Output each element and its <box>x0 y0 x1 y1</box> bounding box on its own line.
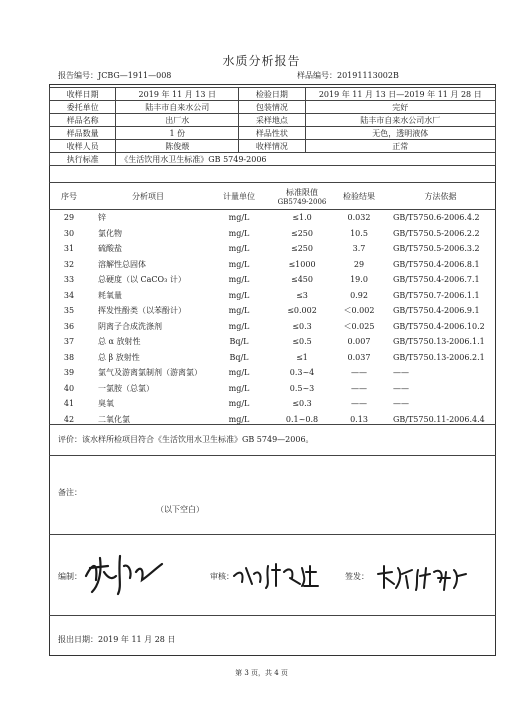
row-limit: 0.1~0.8 <box>285 414 319 424</box>
row-number: 40 <box>63 383 75 393</box>
info-label-2: 包装情况 <box>239 101 305 114</box>
info-label: 收样日期 <box>50 88 116 101</box>
info-label-2: 收样情况 <box>239 140 305 153</box>
evaluation-text: 评价：该水样所检项目符合《生活饮用水卫生标准》GB 5749—2006。 <box>58 435 314 444</box>
row-method: GB/T5750.11-2006.4.4 <box>393 414 485 424</box>
info-label: 委托单位 <box>50 101 116 114</box>
header-method: 方法依据 <box>385 183 496 210</box>
approved-by-signature <box>372 558 472 594</box>
row-method: GB/T5750.4-2006.8.1 <box>393 259 480 269</box>
row-item: 耗氧量 <box>98 290 122 300</box>
row-result: 10.5 <box>350 228 368 238</box>
page-number: 第 3 页，共 4 页 <box>235 669 288 677</box>
row-method: GB/T5750.5-2006.3.2 <box>393 244 480 254</box>
row-limit: ≤0.3 <box>292 399 312 409</box>
info-value: 陆丰市自来水公司 <box>116 101 239 114</box>
row-unit: mg/L <box>228 244 250 254</box>
header-result: 检验结果 <box>333 183 385 210</box>
evaluation-rule <box>49 455 496 456</box>
row-number: 41 <box>63 399 75 409</box>
header-unit: 计量单位 <box>207 183 271 210</box>
table-row <box>49 226 496 242</box>
table-row <box>49 241 496 257</box>
row-item: 一氯胺（总氯） <box>98 383 154 393</box>
info-value: 陈俊煨 <box>116 140 239 153</box>
row-result: ＜0.002 <box>343 306 375 316</box>
row-result: 19.0 <box>350 275 368 285</box>
row-limit: ≤1000 <box>288 259 316 269</box>
table-row <box>49 365 496 381</box>
row-result: 0.13 <box>350 414 368 424</box>
signature-rule <box>49 615 496 616</box>
table-row <box>49 257 496 273</box>
row-item: 挥发性酚类（以苯酚计） <box>98 306 186 316</box>
row-method: —— <box>393 368 409 378</box>
standard-row <box>50 153 496 166</box>
info-label-2: 检验日期 <box>239 88 305 101</box>
row-method: —— <box>393 399 409 409</box>
remarks-label: 备注： <box>58 488 82 497</box>
header-limit-standard: GB5749-2006 <box>277 197 327 206</box>
row-limit: ≤0.5 <box>292 337 312 347</box>
row-unit: Bq/L <box>229 337 249 347</box>
row-result: 0.92 <box>350 290 368 300</box>
table-row <box>49 303 496 319</box>
row-unit: mg/L <box>228 399 250 409</box>
table-row <box>49 210 496 226</box>
table-row <box>49 334 496 350</box>
row-method: GB/T5750.13-2006.1.1 <box>393 337 485 347</box>
row-method: GB/T5750.5-2006.2.2 <box>393 228 480 238</box>
row-item: 阴离子合成洗涤剂 <box>98 321 162 331</box>
row-unit: mg/L <box>228 259 250 269</box>
row-number: 33 <box>63 275 75 285</box>
row-number: 42 <box>63 414 75 424</box>
row-method: GB/T5750.4-2006.9.1 <box>393 306 480 316</box>
info-label-2: 采样地点 <box>239 114 305 127</box>
row-number: 34 <box>63 290 75 300</box>
info-row <box>50 101 496 114</box>
header-limit <box>271 183 333 210</box>
report-date: 报出日期：2019 年 11 月 28 日 <box>58 635 176 644</box>
table-row <box>49 319 496 335</box>
row-item: 氯化物 <box>98 228 122 238</box>
row-unit: mg/L <box>228 275 250 285</box>
sample-info-table <box>49 87 496 166</box>
table-row <box>49 288 496 304</box>
header-no: 序号 <box>49 183 89 210</box>
row-limit: ≤250 <box>291 228 313 238</box>
prepared-by-signature <box>78 546 170 596</box>
row-method: GB/T5750.6-2006.4.2 <box>393 213 480 223</box>
row-number: 39 <box>63 368 75 378</box>
prepared-by-label: 编制： <box>58 572 82 581</box>
report-title: 水质分析报告 <box>222 54 301 68</box>
row-result: —— <box>351 368 367 378</box>
info-value: 1 份 <box>116 127 239 140</box>
remarks-rule <box>49 534 496 535</box>
row-item: 臭氧 <box>98 399 114 409</box>
table-row <box>49 381 496 397</box>
info-row <box>50 127 496 140</box>
row-method: GB/T5750.7-2006.1.1 <box>393 290 480 300</box>
row-result: 0.007 <box>347 337 371 347</box>
row-number: 35 <box>63 306 75 316</box>
row-limit: ≤3 <box>296 290 308 300</box>
row-item: 硫酸盐 <box>98 244 122 254</box>
row-result: 0.032 <box>347 213 371 223</box>
row-unit: mg/L <box>228 290 250 300</box>
row-result: 0.037 <box>347 352 371 362</box>
row-result: —— <box>351 399 367 409</box>
row-unit: mg/L <box>228 368 250 378</box>
row-item: 锌 <box>98 213 106 223</box>
table-row <box>49 396 496 412</box>
row-unit: mg/L <box>228 228 250 238</box>
sample-number: 样品编号：20191113002B <box>297 71 399 80</box>
row-unit: mg/L <box>228 321 250 331</box>
row-number: 32 <box>63 259 75 269</box>
info-row <box>50 114 496 127</box>
row-unit: mg/L <box>228 306 250 316</box>
results-header-row <box>49 183 496 210</box>
row-limit: ≤1.0 <box>292 213 312 223</box>
row-method: —— <box>393 383 409 393</box>
info-label: 样品名称 <box>50 114 116 127</box>
approved-by-label: 签发： <box>345 572 369 581</box>
row-limit: ≤0.3 <box>292 321 312 331</box>
row-item: 总 α 放射性 <box>98 337 141 347</box>
row-limit: ≤450 <box>291 275 313 285</box>
results-table <box>49 182 496 427</box>
info-value: 出厂水 <box>116 114 239 127</box>
row-unit: Bq/L <box>229 352 249 362</box>
info-row <box>50 88 496 101</box>
row-number: 37 <box>63 337 75 347</box>
row-item: 总 β 放射性 <box>98 352 140 362</box>
row-number: 31 <box>63 244 75 254</box>
row-limit: 0.5~3 <box>289 383 315 393</box>
row-item: 氯气及游离氯制剂（游离氯） <box>98 368 202 378</box>
row-number: 30 <box>63 228 75 238</box>
header-item: 分析项目 <box>89 183 207 210</box>
info-value-2: 无色，透明液体 <box>305 127 495 140</box>
row-unit: mg/L <box>228 414 250 424</box>
row-method: GB/T5750.4-2006.7.1 <box>393 275 480 285</box>
row-item: 总硬度（以 CaCO₃ 计） <box>98 275 186 285</box>
info-value-2: 正常 <box>305 140 495 153</box>
info-value-2: 陆丰市自来水公司水厂 <box>305 114 495 127</box>
reviewed-by-signature <box>230 556 322 592</box>
row-limit: 0.3~4 <box>289 368 315 378</box>
info-label: 收样人员 <box>50 140 116 153</box>
row-unit: mg/L <box>228 213 250 223</box>
info-value-2: 完好 <box>305 101 495 114</box>
row-item: 二氧化氯 <box>98 414 130 424</box>
reviewed-by-label: 审核： <box>210 572 234 581</box>
info-value-2: 2019 年 11 月 13 日—2019 年 11 月 28 日 <box>305 88 495 101</box>
row-method: GB/T5750.4-2006.10.2 <box>393 321 485 331</box>
info-row <box>50 140 496 153</box>
table-row <box>49 350 496 366</box>
info-value: 2019 年 11 月 13 日 <box>116 88 239 101</box>
info-label: 样品数量 <box>50 127 116 140</box>
row-number: 36 <box>63 321 75 331</box>
row-limit: ≤250 <box>291 244 313 254</box>
row-result: —— <box>351 383 367 393</box>
row-result: 3.7 <box>352 244 366 254</box>
row-number: 38 <box>63 352 75 362</box>
blank-below-note: （以下空白） <box>156 505 204 514</box>
row-method: GB/T5750.13-2006.2.1 <box>393 352 485 362</box>
row-limit: ≤0.002 <box>287 306 317 316</box>
header-limit-label: 标准限值 <box>286 187 318 197</box>
results-bottom-rule <box>49 424 496 425</box>
row-number: 29 <box>63 213 75 223</box>
row-item: 溶解性总固体 <box>98 259 146 269</box>
standard-label: 执行标准 <box>50 153 116 166</box>
standard-value: 《生活饮用水卫生标准》GB 5749-2006 <box>116 153 496 166</box>
row-unit: mg/L <box>228 383 250 393</box>
row-limit: ≤1 <box>296 352 308 362</box>
row-result: ＜0.025 <box>343 321 375 331</box>
info-label-2: 样品性状 <box>239 127 305 140</box>
report-number: 报告编号：JCBG—1911—008 <box>58 71 172 80</box>
row-result: 29 <box>353 259 365 269</box>
table-row <box>49 272 496 288</box>
